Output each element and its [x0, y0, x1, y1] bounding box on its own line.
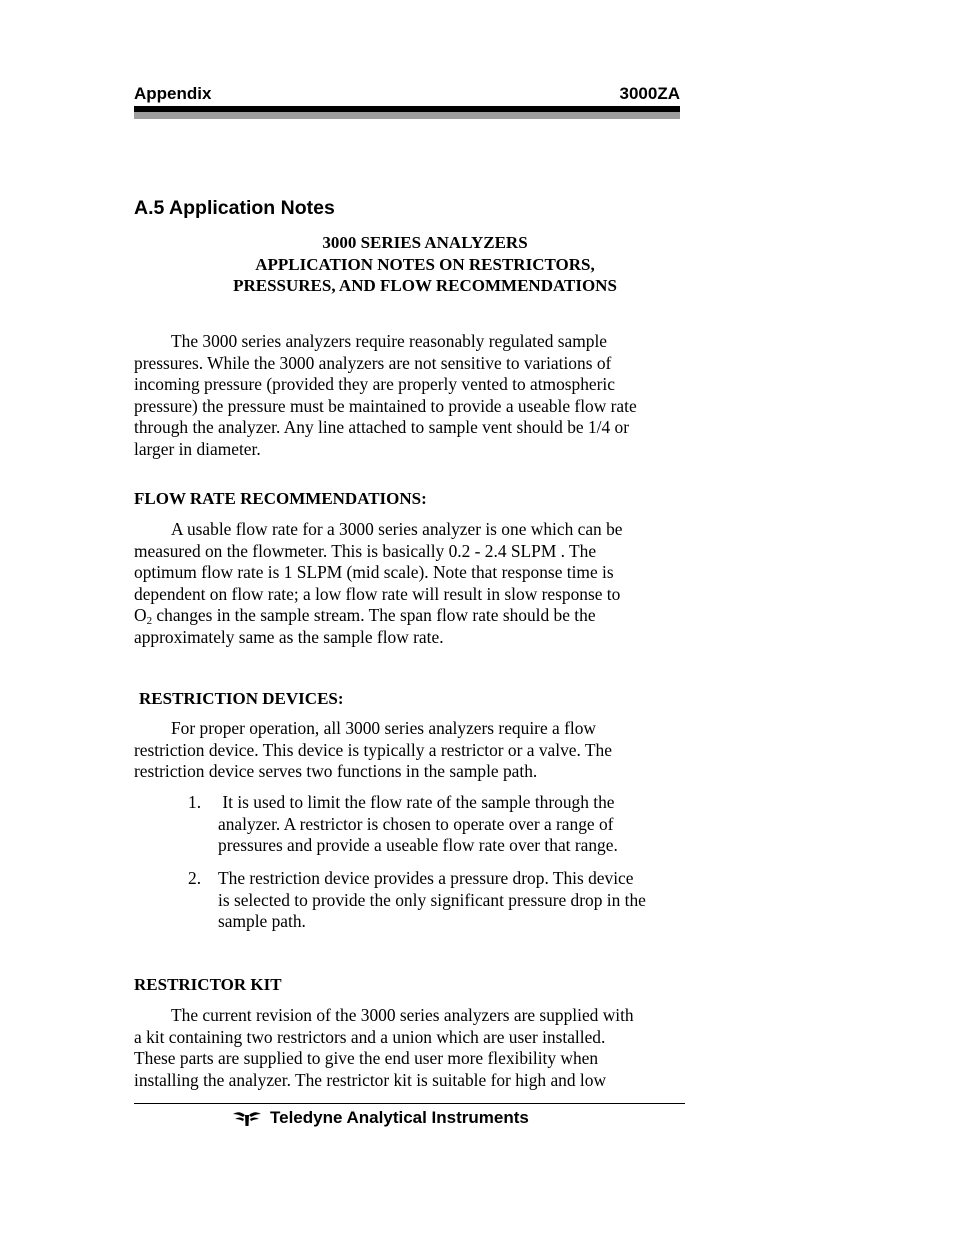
intro-line: incoming pressure (provided they are properly vented to atmospheric [134, 374, 615, 395]
list-number: 2. [188, 868, 202, 888]
restriction-line: restriction device. This device is typically a restrictor or a valve. The [134, 739, 612, 760]
kit-paragraph [134, 1005, 682, 1091]
restriction-list-item-2 [188, 868, 688, 933]
intro-line: through the analyzer. Any line attached to sample vent should be 1/4 or [134, 417, 630, 438]
list-number: 1. [188, 792, 202, 812]
intro-line: larger in diameter. [134, 438, 261, 459]
footer-text: Teledyne Analytical Instruments [270, 1108, 529, 1127]
kit-line: installing the analyzer. The restrictor kit is suitable for high and low [134, 1069, 607, 1090]
intro-line: pressures. While the 3000 analyzers are not sensitive to variations of [134, 352, 612, 373]
list-line: pressures and provide a useable flow rate over that range. [218, 835, 618, 856]
kit-line: The current revision of the 3000 series analyzers are supplied with [171, 1005, 634, 1025]
main-title-line2: APPLICATION NOTES ON RESTRICTORS, [255, 255, 595, 274]
flow-line: measured on the flowmeter. This is basically 0.2 - 2.4 SLPM . The [134, 540, 597, 561]
kit-line: These parts are supplied to give the end user more flexibility when [134, 1048, 599, 1069]
intro-line: The 3000 series analyzers require reasonably regulated sample [171, 331, 608, 351]
footer-rule [134, 1103, 685, 1104]
list-line: sample path. [218, 911, 306, 932]
restriction-paragraph [134, 718, 682, 783]
intro-line: pressure) the pressure must be maintained to provide a useable flow rate [134, 395, 637, 416]
list-line: analyzer. A restrictor is chosen to operate over a range of [218, 813, 614, 834]
restriction-heading: RESTRICTION DEVICES: [139, 689, 344, 708]
list-line: It is used to limit the flow rate of the sample through the [218, 792, 615, 812]
main-title-line3: PRESSURES, AND FLOW RECOMMENDATIONS [233, 276, 617, 295]
flow-line: A usable flow rate for a 3000 series analyzer is one which can be [171, 519, 623, 539]
footer [232, 1107, 529, 1129]
flow-paragraph [134, 519, 682, 649]
header-left: Appendix [134, 84, 212, 103]
list-line: The restriction device provides a pressure drop. This device [218, 868, 634, 888]
intro-paragraph [134, 331, 682, 461]
restriction-list-item-1 [188, 792, 688, 857]
section-title: A.5 Application Notes [134, 197, 335, 219]
list-line: is selected to provide the only significant pressure drop in the [218, 889, 646, 910]
main-title-line1: 3000 SERIES ANALYZERS [322, 233, 528, 252]
flow-line: optimum flow rate is 1 SLPM (mid scale). Note that response time is [134, 562, 614, 583]
flow-line: $O_2$ changes in the sample stream. The span flow rate should be the [134, 605, 596, 628]
header-right: 3000ZA [619, 84, 680, 103]
teledyne-logo-icon [232, 1109, 262, 1127]
running-header [134, 84, 680, 106]
flow-line: dependent on flow rate; a low flow rate will result in slow response to [134, 583, 621, 604]
kit-heading: RESTRICTOR KIT [134, 975, 282, 994]
flow-line: approximately same as the sample flow rate. [134, 626, 444, 647]
flow-heading: FLOW RATE RECOMMENDATIONS: [134, 489, 427, 508]
header-rule-gray [134, 112, 680, 119]
restriction-line: restriction device serves two functions in the sample path. [134, 761, 538, 782]
kit-line: a kit containing two restrictors and a union which are user installed. [134, 1026, 606, 1047]
restriction-line: For proper operation, all 3000 series analyzers require a flow [171, 718, 596, 738]
